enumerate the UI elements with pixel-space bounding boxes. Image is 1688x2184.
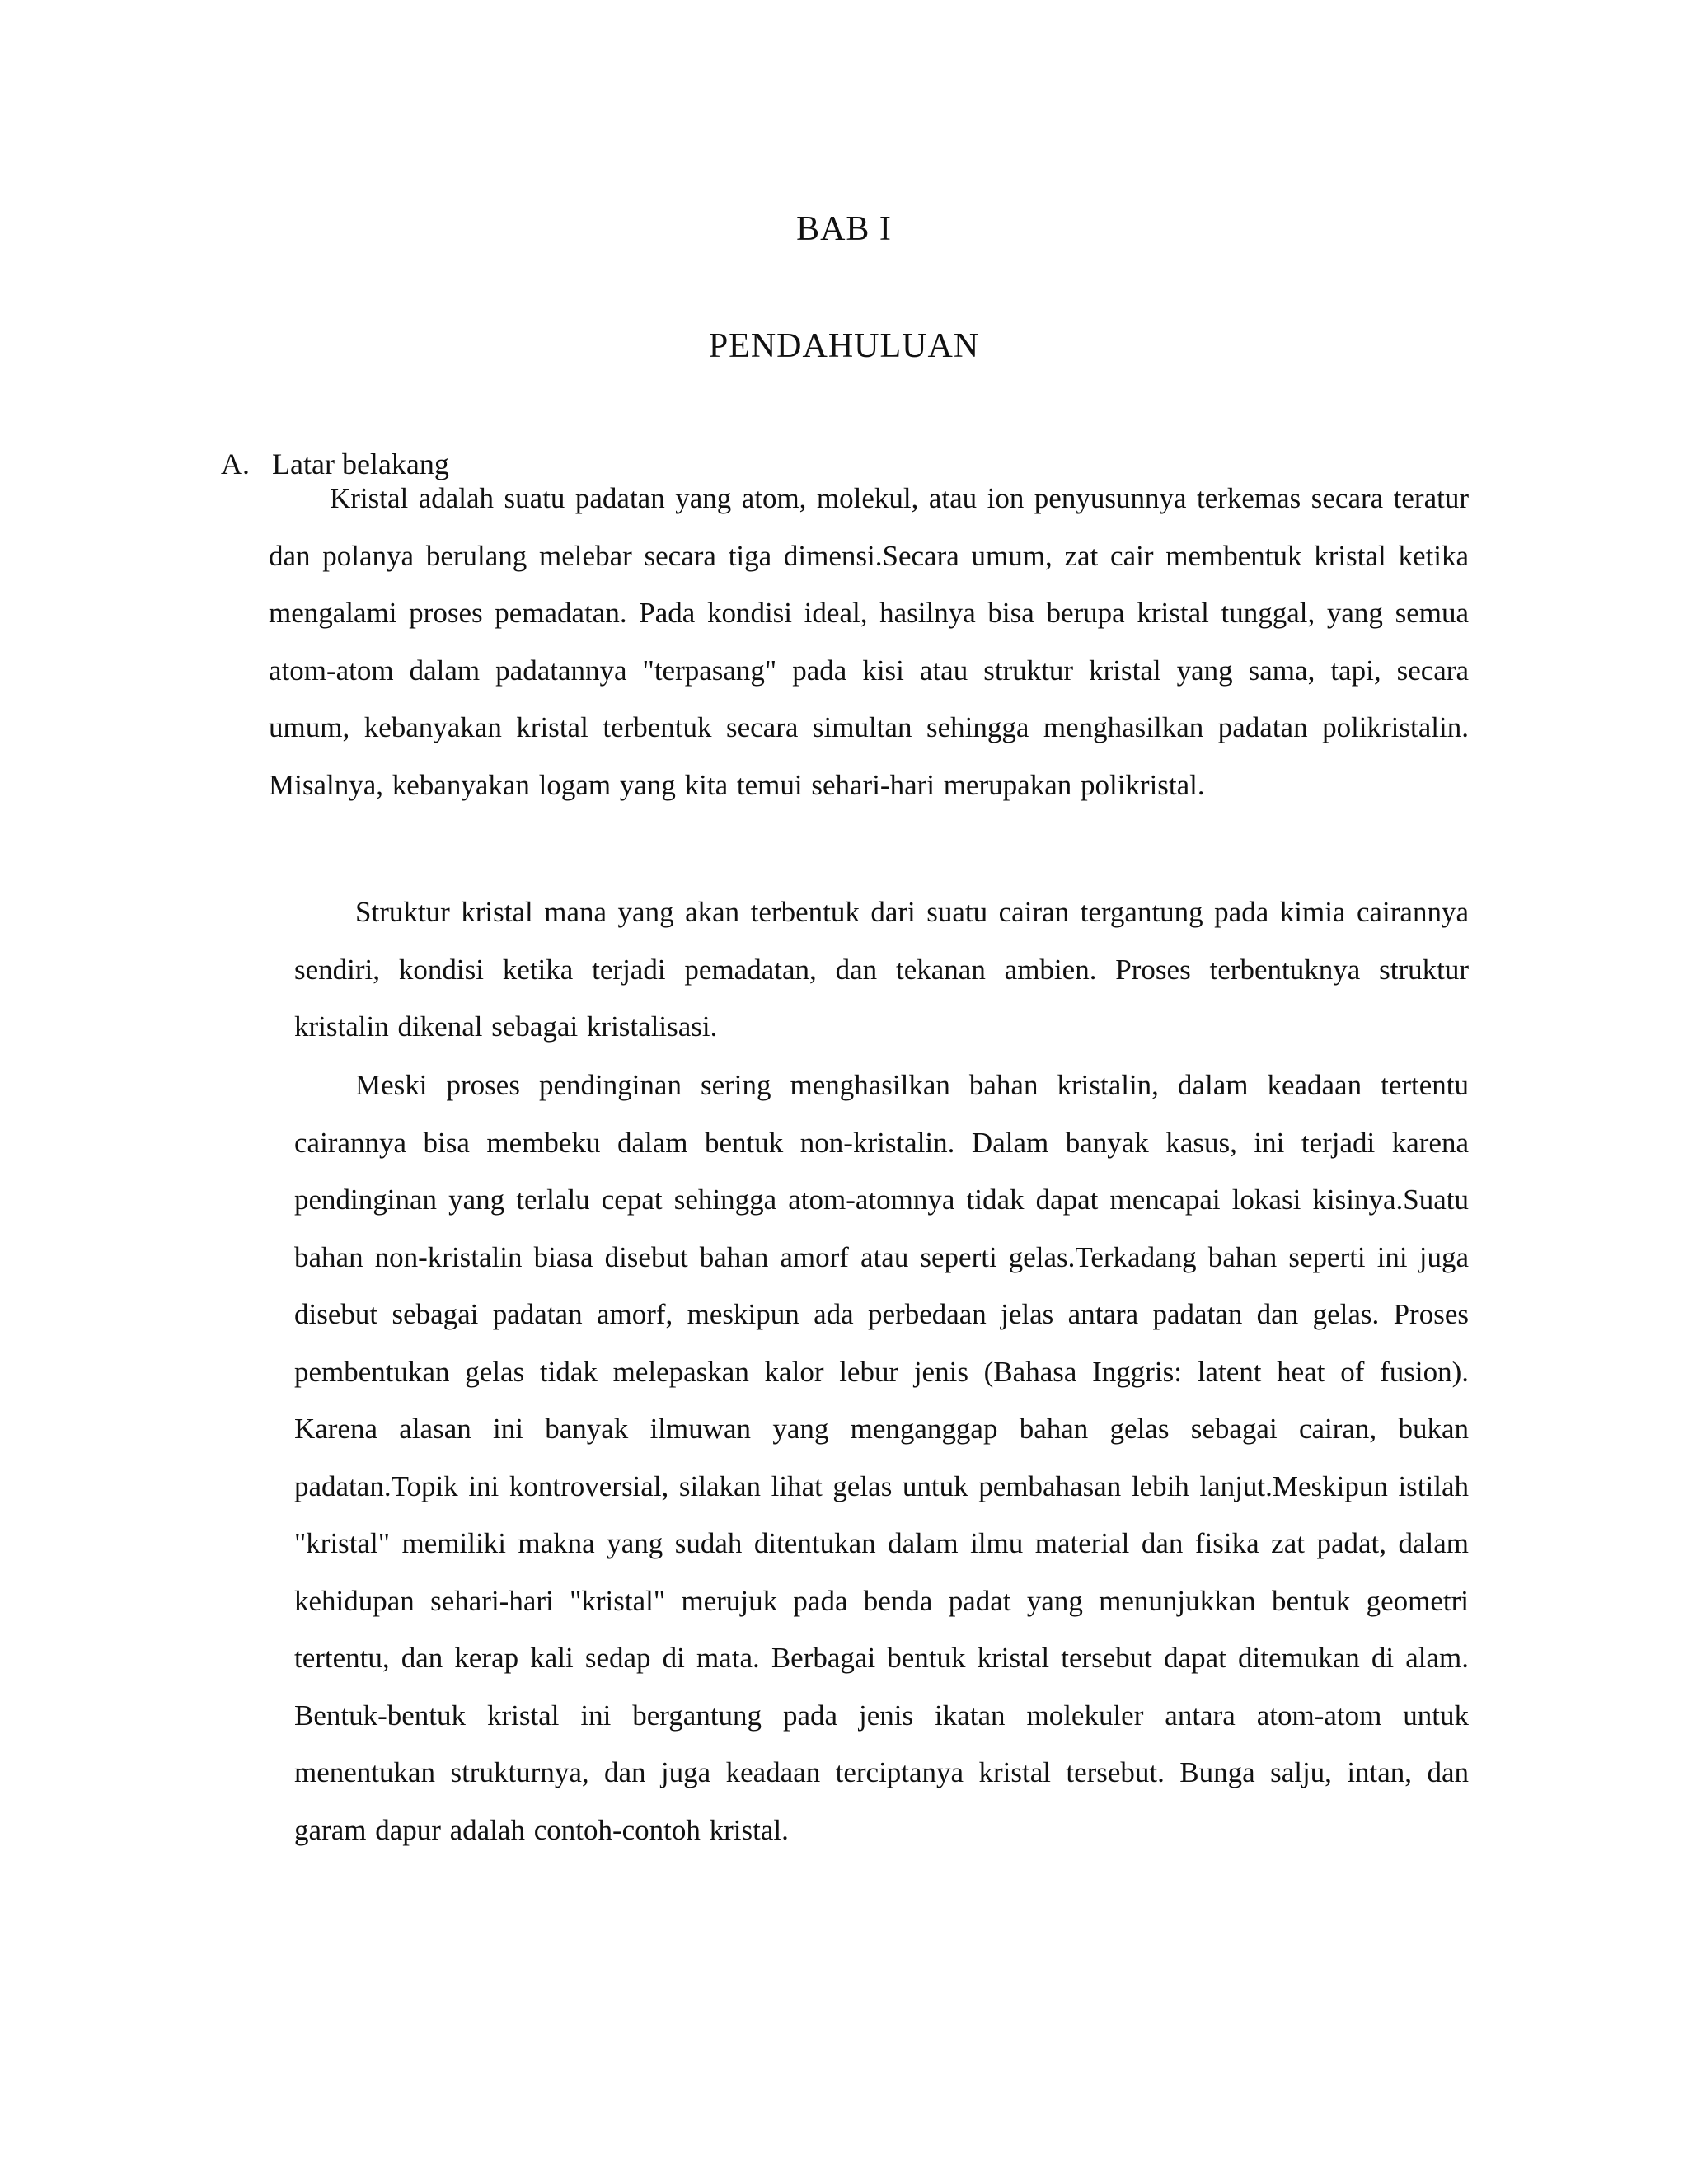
chapter-title: BAB I: [796, 210, 892, 248]
chapter-subtitle: PENDAHULUAN: [708, 327, 980, 365]
paragraph-1: Kristal adalah suatu padatan yang atom, molekul, atau ion penyusunnya terkemas secara teratur dan polanya berulang melebar secara tiga dimensi.Secara umum, zat cair membentuk kristal ketika mengalami proses pemadatan. Pada kondisi ideal, hasilnya bisa berupa kristal tunggal, yang semua atom-atom dalam padatannya "terpasang" pada kisi atau struktur kristal yang sama, tapi, secara umum, kebanyakan kristal terbentuk secara simultan sehingga menghasilkan padatan polikristalin. Misalnya, kebanyakan logam yang kita temui sehari-hari merupakan polikristal.: [269, 482, 1469, 801]
paragraph-2: Struktur kristal mana yang akan terbentuk dari suatu cairan tergantung pada kimia cairannya sendiri, kondisi ketika terjadi pemadatan, dan tekanan ambien. Proses terbentuknya struktur kristalin dikenal sebagai kristalisasi.: [294, 896, 1469, 1043]
section-marker: A.: [221, 448, 250, 480]
section-title: Latar belakang: [272, 448, 449, 480]
paragraph-3: Meski proses pendinginan sering menghasilkan bahan kristalin, dalam keadaan tertentu cairannya bisa membeku dalam bentuk non-kristalin. Dalam banyak kasus, ini terjadi karena pendinginan yang terlalu cepat sehingga atom-atomnya tidak dapat mencapai lokasi kisinya.Suatu bahan non-kristalin biasa disebut bahan amorf atau seperti gelas.Terkadang bahan seperti ini juga disebut sebagai padatan amorf, meskipun ada perbedaan jelas antara padatan dan gelas. Proses pembentukan gelas tidak melepaskan kalor lebur jenis (Bahasa Inggris: latent heat of fusion). Karena alasan ini banyak ilmuwan yang menganggap bahan gelas sebagai cairan, bukan padatan.Topik ini kontroversial, silakan lihat gelas untuk pembahasan lebih lanjut.Meskipun istilah "kristal" memiliki makna yang sudah ditentukan dalam ilmu material dan fisika zat padat, dalam kehidupan sehari-hari "kristal" merujuk pada benda padat yang menunjukkan bentuk geometri tertentu, dan kerap kali sedap di mata. Berbagai bentuk kristal tersebut dapat ditemukan di alam. Bentuk-bentuk kristal ini bergantung pada jenis ikatan molekuler antara atom-atom untuk menentukan strukturnya, dan juga keadaan terciptanya kristal tersebut. Bunga salju, intan, dan garam dapur adalah contoh-contoh kristal.: [294, 1069, 1469, 1846]
